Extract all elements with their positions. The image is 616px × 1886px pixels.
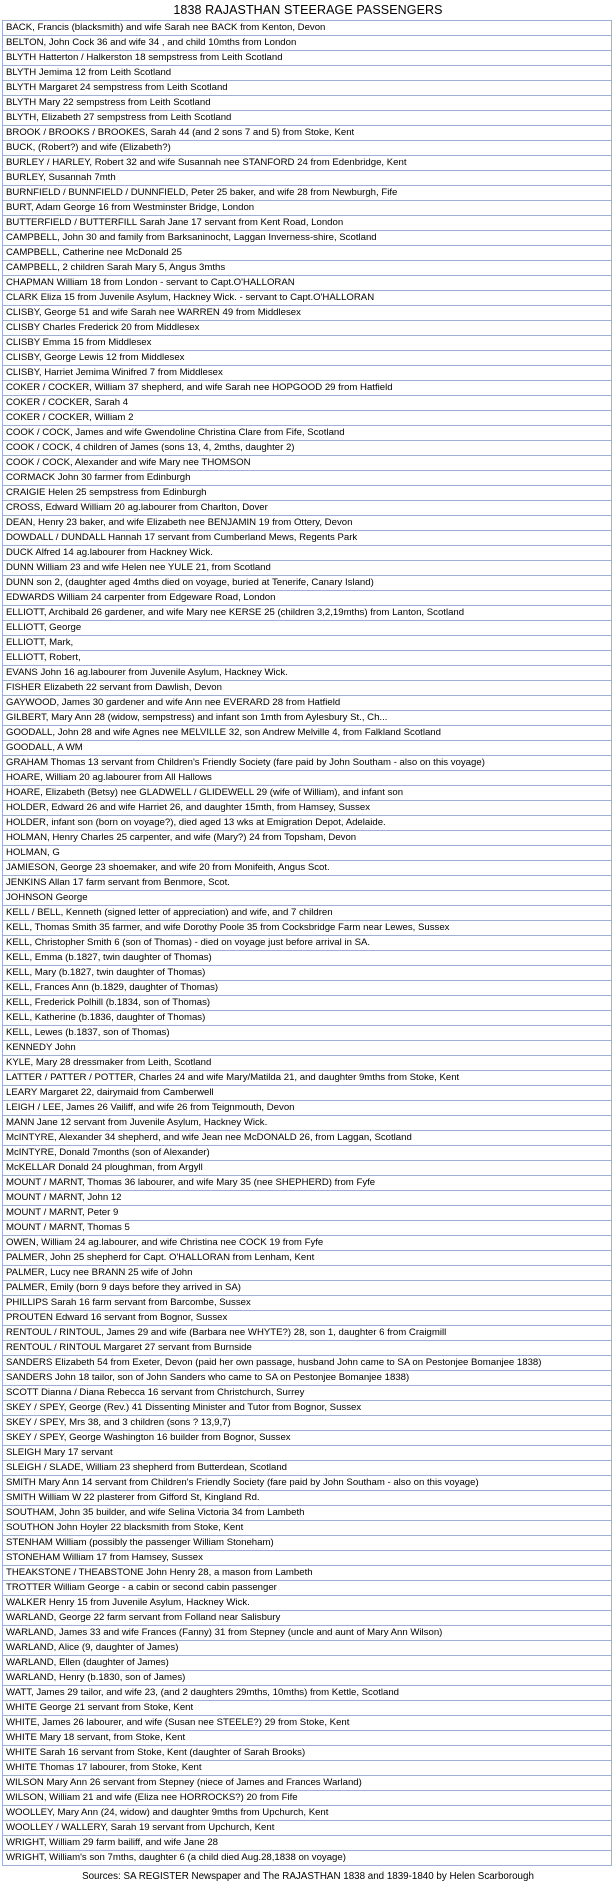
table-row <box>3 441 612 456</box>
passenger-entry: EDWARDS William 24 carpenter from Edgeware Road, London <box>3 591 612 606</box>
table-row <box>3 816 612 831</box>
passenger-entry: GILBERT, Mary Ann 28 (widow, sempstress) and infant son 1mth from Aylesbury St., Ch... <box>3 711 612 726</box>
table-row <box>3 1596 612 1611</box>
passenger-entry: BURT, Adam George 16 from Westminster Bridge, London <box>3 201 612 216</box>
passenger-entry: BLYTH Mary 22 sempstress from Leith Scotland <box>3 96 612 111</box>
table-row <box>3 756 612 771</box>
table-row <box>3 1311 612 1326</box>
passenger-entry: COKER / COCKER, William 37 shepherd, and wife Sarah nee HOPGOOD 29 from Hatfield <box>3 381 612 396</box>
table-row <box>3 1716 612 1731</box>
passenger-entry: MOUNT / MARNT, Thomas 5 <box>3 1221 612 1236</box>
table-row <box>3 1551 612 1566</box>
passenger-entry: MOUNT / MARNT, John 12 <box>3 1191 612 1206</box>
passenger-entry: CLISBY Emma 15 from Middlesex <box>3 336 612 351</box>
passenger-entry: SMITH Mary Ann 14 servant from Children's Friendly Society (fare paid by John Southam - also on this voyage) <box>3 1476 612 1491</box>
passenger-entry: ELLIOTT, Archibald 26 gardener, and wife Mary nee KERSE 25 (children 3,2,19mths) from Lanton, Scotland <box>3 606 612 621</box>
passenger-entry: BUCK, (Robert?) and wife (Elizabeth?) <box>3 141 612 156</box>
passenger-entry: STONEHAM William 17 from Hamsey, Sussex <box>3 1551 612 1566</box>
table-row <box>3 1641 612 1656</box>
table-row <box>3 1581 612 1596</box>
table-row <box>3 1356 612 1371</box>
passenger-entry: KENNEDY John <box>3 1041 612 1056</box>
table-row <box>3 951 612 966</box>
table-row <box>3 411 612 426</box>
passenger-entry: CAMPBELL, John 30 and family from Barksaninocht, Laggan Inverness-shire, Scotland <box>3 231 612 246</box>
passenger-table <box>2 20 612 1866</box>
table-row <box>3 486 612 501</box>
table-row <box>3 501 612 516</box>
passenger-entry: SKEY / SPEY, George (Rev.) 41 Dissenting Minister and Tutor from Bognor, Sussex <box>3 1401 612 1416</box>
table-row <box>3 786 612 801</box>
table-row <box>3 531 612 546</box>
passenger-entry: KELL, Thomas Smith 35 farmer, and wife Dorothy Poole 35 from Cocksbridge Farm near Lewes, Sussex <box>3 921 612 936</box>
passenger-entry: HOARE, Elizabeth (Betsy) nee GLADWELL / GLIDEWELL 29 (wife of William), and infant son <box>3 786 612 801</box>
passenger-entry: WALKER Henry 15 from Juvenile Asylum, Hackney Wick. <box>3 1596 612 1611</box>
table-row <box>3 1266 612 1281</box>
passenger-table-wrapper <box>2 20 612 1866</box>
passenger-entry: ELLIOTT, Robert, <box>3 651 612 666</box>
table-row <box>3 246 612 261</box>
table-row <box>3 1101 612 1116</box>
table-row <box>3 516 612 531</box>
passenger-entry: CORMACK John 30 farmer from Edinburgh <box>3 471 612 486</box>
passenger-entry: DUNN son 2, (daughter aged 4mths died on voyage, buried at Tenerife, Canary Island) <box>3 576 612 591</box>
passenger-entry: COOK / COCK, 4 children of James (sons 13, 4, 2mths, daughter 2) <box>3 441 612 456</box>
passenger-entry: BURLEY / HARLEY, Robert 32 and wife Susannah nee STANFORD 24 from Edenbridge, Kent <box>3 156 612 171</box>
passenger-entry: DUCK Alfred 14 ag.labourer from Hackney Wick. <box>3 546 612 561</box>
passenger-entry: McKELLAR Donald 24 ploughman, from Argyll <box>3 1161 612 1176</box>
passenger-entry: MOUNT / MARNT, Peter 9 <box>3 1206 612 1221</box>
passenger-entry: GOODALL, A WM <box>3 741 612 756</box>
table-row <box>3 1836 612 1851</box>
passenger-entry: WARLAND, Alice (9, daughter of James) <box>3 1641 612 1656</box>
table-row <box>3 21 612 36</box>
passenger-entry: STENHAM William (possibly the passenger William Stoneham) <box>3 1536 612 1551</box>
table-row <box>3 936 612 951</box>
passenger-entry: BACK, Francis (blacksmith) and wife Sarah nee BACK from Kenton, Devon <box>3 21 612 36</box>
table-row <box>3 696 612 711</box>
passenger-table-body <box>3 21 612 1866</box>
table-row <box>3 891 612 906</box>
table-row <box>3 1416 612 1431</box>
table-row <box>3 1251 612 1266</box>
table-row <box>3 801 612 816</box>
table-row <box>3 1026 612 1041</box>
passenger-entry: ELLIOTT, George <box>3 621 612 636</box>
passenger-entry: ELLIOTT, Mark, <box>3 636 612 651</box>
table-row <box>3 1521 612 1536</box>
passenger-entry: RENTOUL / RINTOUL Margaret 27 servant from Burnside <box>3 1341 612 1356</box>
passenger-entry: KELL, Lewes (b.1837, son of Thomas) <box>3 1026 612 1041</box>
passenger-entry: SANDERS John 18 tailor, son of John Sanders who came to SA on Pestonjee Bomanjee 1838) <box>3 1371 612 1386</box>
table-row <box>3 471 612 486</box>
passenger-entry: COOK / COCK, Alexander and wife Mary nee THOMSON <box>3 456 612 471</box>
passenger-entry: BLYTH, Elizabeth 27 sempstress from Leith Scotland <box>3 111 612 126</box>
table-row <box>3 606 612 621</box>
passenger-entry: JENKINS Allan 17 farm servant from Benmore, Scot. <box>3 876 612 891</box>
table-row <box>3 831 612 846</box>
passenger-entry: SOUTHON John Hoyler 22 blacksmith from Stoke, Kent <box>3 1521 612 1536</box>
passenger-entry: GAYWOOD, James 30 gardener and wife Ann nee EVERARD 28 from Hatfield <box>3 696 612 711</box>
table-row <box>3 66 612 81</box>
table-row <box>3 1131 612 1146</box>
table-row <box>3 1671 612 1686</box>
table-row <box>3 321 612 336</box>
table-row <box>3 1371 612 1386</box>
table-row <box>3 906 612 921</box>
passenger-entry: COKER / COCKER, Sarah 4 <box>3 396 612 411</box>
passenger-entry: PHILLIPS Sarah 16 farm servant from Barcombe, Sussex <box>3 1296 612 1311</box>
table-row <box>3 1506 612 1521</box>
passenger-entry: WHITE Mary 18 servant, from Stoke, Kent <box>3 1731 612 1746</box>
passenger-entry: BLYTH Hatterton / Halkerston 18 sempstress from Leith Scotland <box>3 51 612 66</box>
table-row <box>3 456 612 471</box>
table-row <box>3 1086 612 1101</box>
table-row <box>3 1431 612 1446</box>
passenger-entry: CLARK Eliza 15 from Juvenile Asylum, Hackney Wick. - servant to Capt.O'HALLORAN <box>3 291 612 306</box>
table-row <box>3 1851 612 1866</box>
table-row <box>3 621 612 636</box>
table-row <box>3 681 612 696</box>
passenger-entry: CLISBY, George Lewis 12 from Middlesex <box>3 351 612 366</box>
table-row <box>3 1116 612 1131</box>
table-row <box>3 726 612 741</box>
table-row <box>3 1401 612 1416</box>
passenger-entry: CHAPMAN William 18 from London - servant to Capt.O'HALLORAN <box>3 276 612 291</box>
table-row <box>3 1041 612 1056</box>
passenger-entry: DOWDALL / DUNDALL Hannah 17 servant from Cumberland Mews, Regents Park <box>3 531 612 546</box>
table-row <box>3 666 612 681</box>
table-row <box>3 291 612 306</box>
passenger-entry: LATTER / PATTER / POTTER, Charles 24 and wife Mary/Matilda 21, and daughter 9mths from Stoke, Kent <box>3 1071 612 1086</box>
table-row <box>3 1281 612 1296</box>
passenger-entry: DEAN, Henry 23 baker, and wife Elizabeth nee BENJAMIN 19 from Ottery, Devon <box>3 516 612 531</box>
passenger-entry: KELL, Frederick Polhill (b.1834, son of Thomas) <box>3 996 612 1011</box>
passenger-entry: DUNN William 23 and wife Helen nee YULE 21, from Scotland <box>3 561 612 576</box>
passenger-entry: SCOTT Dianna / Diana Rebecca 16 servant from Christchurch, Surrey <box>3 1386 612 1401</box>
passenger-entry: TROTTER William George - a cabin or second cabin passenger <box>3 1581 612 1596</box>
table-row <box>3 1566 612 1581</box>
table-row <box>3 1461 612 1476</box>
table-row <box>3 1221 612 1236</box>
table-row <box>3 1821 612 1836</box>
table-row <box>3 1806 612 1821</box>
table-row <box>3 1206 612 1221</box>
page-title: 1838 RAJASTHAN STEERAGE PASSENGERS <box>173 3 443 17</box>
passenger-entry: WARLAND, George 22 farm servant from Folland near Salisbury <box>3 1611 612 1626</box>
table-row <box>3 771 612 786</box>
table-row <box>3 36 612 51</box>
table-row <box>3 1446 612 1461</box>
passenger-entry: BLYTH Jemima 12 from Leith Scotland <box>3 66 612 81</box>
table-row <box>3 576 612 591</box>
passenger-entry: PALMER, Emily (born 9 days before they arrived in SA) <box>3 1281 612 1296</box>
table-row <box>3 1491 612 1506</box>
table-row <box>3 1776 612 1791</box>
table-row <box>3 861 612 876</box>
table-row <box>3 741 612 756</box>
table-row <box>3 351 612 366</box>
table-row <box>3 1176 612 1191</box>
table-row <box>3 51 612 66</box>
table-row <box>3 156 612 171</box>
table-row <box>3 96 612 111</box>
sources-footer: Sources: SA REGISTER Newspaper and The RAJASTHAN 1838 and 1839-1840 by Helen Scarborough <box>82 1871 534 1882</box>
passenger-entry: SLEIGH / SLADE, William 23 shepherd from Butterdean, Scotland <box>3 1461 612 1476</box>
passenger-entry: HOLDER, Edward 26 and wife Harriet 26, and daughter 15mth, from Hamsey, Sussex <box>3 801 612 816</box>
passenger-entry: SKEY / SPEY, Mrs 38, and 3 children (sons ? 13,9,7) <box>3 1416 612 1431</box>
passenger-entry: PALMER, John 25 shepherd for Capt. O'HALLORAN from Lenham, Kent <box>3 1251 612 1266</box>
passenger-entry: KELL, Emma (b.1827, twin daughter of Thomas) <box>3 951 612 966</box>
passenger-entry: McINTYRE, Alexander 34 shepherd, and wife Jean nee McDONALD 26, from Laggan, Scotland <box>3 1131 612 1146</box>
passenger-entry: SANDERS Elizabeth 54 from Exeter, Devon (paid her own passage, husband John came to SA on Pestonjee Bomanjee 1838) <box>3 1356 612 1371</box>
passenger-entry: GRAHAM Thomas 13 servant from Children's Friendly Society (fare paid by John Southam - also on this voyage) <box>3 756 612 771</box>
passenger-entry: KYLE, Mary 28 dressmaker from Leith, Scotland <box>3 1056 612 1071</box>
passenger-entry: PALMER, Lucy nee BRANN 25 wife of John <box>3 1266 612 1281</box>
table-row <box>3 1626 612 1641</box>
passenger-entry: THEAKSTONE / THEABSTONE John Henry 28, a mason from Lambeth <box>3 1566 612 1581</box>
table-row <box>3 381 612 396</box>
passenger-entry: WILSON, William 21 and wife (Eliza nee HORROCKS?) 20 from Fife <box>3 1791 612 1806</box>
passenger-entry: CLISBY, George 51 and wife Sarah nee WARREN 49 from Middlesex <box>3 306 612 321</box>
table-row <box>3 1536 612 1551</box>
table-row <box>3 396 612 411</box>
table-row <box>3 261 612 276</box>
passenger-entry: WRIGHT, William 29 farm bailiff, and wife Jane 28 <box>3 1836 612 1851</box>
table-row <box>3 1161 612 1176</box>
table-row <box>3 1746 612 1761</box>
passenger-entry: HOARE, William 20 ag.labourer from All Hallows <box>3 771 612 786</box>
passenger-entry: COKER / COCKER, William 2 <box>3 411 612 426</box>
table-row <box>3 1761 612 1776</box>
passenger-entry: SOUTHAM, John 35 builder, and wife Selina Victoria 34 from Lambeth <box>3 1506 612 1521</box>
passenger-entry: McINTYRE, Donald 7months (son of Alexander) <box>3 1146 612 1161</box>
passenger-entry: WHITE Thomas 17 labourer, from Stoke, Kent <box>3 1761 612 1776</box>
passenger-entry: CLISBY, Harriet Jemima Winifred 7 from Middlesex <box>3 366 612 381</box>
table-row <box>3 996 612 1011</box>
passenger-entry: MOUNT / MARNT, Thomas 36 labourer, and wife Mary 35 (nee SHEPHERD) from Fyfe <box>3 1176 612 1191</box>
passenger-entry: GOODALL, John 28 and wife Agnes nee MELVILLE 32, son Andrew Melville 4, from Falkland Scotland <box>3 726 612 741</box>
table-row <box>3 711 612 726</box>
table-row <box>3 1191 612 1206</box>
table-row <box>3 1236 612 1251</box>
passenger-entry: RENTOUL / RINTOUL, James 29 and wife (Barbara nee WHYTE?) 28, son 1, daughter 6 from Craigmill <box>3 1326 612 1341</box>
table-row <box>3 426 612 441</box>
passenger-entry: KELL, Christopher Smith 6 (son of Thomas) - died on voyage just before arrival in SA. <box>3 936 612 951</box>
table-row <box>3 1341 612 1356</box>
passenger-entry: WARLAND, James 33 and wife Frances (Fanny) 31 from Stepney (uncle and aunt of Mary Ann Wilson) <box>3 1626 612 1641</box>
table-row <box>3 1686 612 1701</box>
passenger-entry: KELL / BELL, Kenneth (signed letter of appreciation) and wife, and 7 children <box>3 906 612 921</box>
passenger-entry: COOK / COCK, James and wife Gwendoline Christina Clare from Fife, Scotland <box>3 426 612 441</box>
passenger-entry: KELL, Katherine (b.1836, daughter of Thomas) <box>3 1011 612 1026</box>
passenger-entry: OWEN, William 24 ag.labourer, and wife Christina nee COCK 19 from Fyfe <box>3 1236 612 1251</box>
passenger-entry: EVANS John 16 ag.labourer from Juvenile Asylum, Hackney Wick. <box>3 666 612 681</box>
passenger-entry: WATT, James 29 tailor, and wife 23, (and 2 daughters 29mths, 10mths) from Kettle, Scotland <box>3 1686 612 1701</box>
table-row <box>3 1791 612 1806</box>
table-row <box>3 1386 612 1401</box>
table-row <box>3 561 612 576</box>
passenger-entry: SKEY / SPEY, George Washington 16 builder from Bognor, Sussex <box>3 1431 612 1446</box>
passenger-entry: WARLAND, Ellen (daughter of James) <box>3 1656 612 1671</box>
passenger-entry: LEIGH / LEE, James 26 Vailiff, and wife 26 from Teignmouth, Devon <box>3 1101 612 1116</box>
table-row <box>3 276 612 291</box>
passenger-entry: FISHER Elizabeth 22 servant from Dawlish, Devon <box>3 681 612 696</box>
table-row <box>3 1296 612 1311</box>
passenger-entry: HOLMAN, Henry Charles 25 carpenter, and wife (Mary?) 24 from Topsham, Devon <box>3 831 612 846</box>
passenger-entry: BLYTH Margaret 24 sempstress from Leith Scotland <box>3 81 612 96</box>
passenger-entry: BUTTERFIELD / BUTTERFILL Sarah Jane 17 servant from Kent Road, London <box>3 216 612 231</box>
passenger-entry: SLEIGH Mary 17 servant <box>3 1446 612 1461</box>
table-row <box>3 186 612 201</box>
table-row <box>3 921 612 936</box>
passenger-entry: CAMPBELL, Catherine nee McDonald 25 <box>3 246 612 261</box>
table-row <box>3 1611 612 1626</box>
table-row <box>3 846 612 861</box>
passenger-entry: WHITE Sarah 16 servant from Stoke, Kent (daughter of Sarah Brooks) <box>3 1746 612 1761</box>
passenger-entry: CROSS, Edward William 20 ag.labourer from Charlton, Dover <box>3 501 612 516</box>
table-row <box>3 966 612 981</box>
table-row <box>3 1731 612 1746</box>
table-row <box>3 126 612 141</box>
table-row <box>3 636 612 651</box>
table-row <box>3 1146 612 1161</box>
passenger-entry: CRAIGIE Helen 25 sempstress from Edinburgh <box>3 486 612 501</box>
passenger-entry: CAMPBELL, 2 children Sarah Mary 5, Angus 3mths <box>3 261 612 276</box>
table-row <box>3 336 612 351</box>
table-row <box>3 1056 612 1071</box>
table-row <box>3 306 612 321</box>
table-row <box>3 216 612 231</box>
passenger-entry: CLISBY Charles Frederick 20 from Middlesex <box>3 321 612 336</box>
passenger-entry: BELTON, John Cock 36 and wife 34 , and child 10mths from London <box>3 36 612 51</box>
table-row <box>3 171 612 186</box>
passenger-entry: LEARY Margaret 22, dairymaid from Camberwell <box>3 1086 612 1101</box>
table-row <box>3 231 612 246</box>
passenger-entry: MANN Jane 12 servant from Juvenile Asylum, Hackney Wick. <box>3 1116 612 1131</box>
table-row <box>3 1701 612 1716</box>
passenger-entry: WOOLLEY / WALLERY, Sarah 19 servant from Upchurch, Kent <box>3 1821 612 1836</box>
table-row <box>3 546 612 561</box>
passenger-entry: KELL, Mary (b.1827, twin daughter of Thomas) <box>3 966 612 981</box>
passenger-entry: HOLMAN, G <box>3 846 612 861</box>
table-row <box>3 1656 612 1671</box>
table-row <box>3 981 612 996</box>
passenger-entry: PROUTEN Edward 16 servant from Bognor, Sussex <box>3 1311 612 1326</box>
table-row <box>3 111 612 126</box>
passenger-entry: SMITH William W 22 plasterer from Gifford St, Kingland Rd. <box>3 1491 612 1506</box>
table-row <box>3 591 612 606</box>
table-row <box>3 1071 612 1086</box>
table-row <box>3 651 612 666</box>
table-row <box>3 81 612 96</box>
table-row <box>3 1476 612 1491</box>
passenger-entry: KELL, Frances Ann (b.1829, daughter of Thomas) <box>3 981 612 996</box>
passenger-entry: WHITE George 21 servant from Stoke, Kent <box>3 1701 612 1716</box>
passenger-entry: BROOK / BROOKS / BROOKES, Sarah 44 (and 2 sons 7 and 5) from Stoke, Kent <box>3 126 612 141</box>
passenger-entry: BURLEY, Susannah 7mth <box>3 171 612 186</box>
passenger-entry: BURNFIELD / BUNNFIELD / DUNNFIELD, Peter 25 baker, and wife 28 from Newburgh, Fife <box>3 186 612 201</box>
passenger-entry: JOHNSON George <box>3 891 612 906</box>
passenger-entry: WILSON Mary Ann 26 servant from Stepney (niece of James and Frances Warland) <box>3 1776 612 1791</box>
passenger-entry: WOOLLEY, Mary Ann (24, widow) and daughter 9mths from Upchurch, Kent <box>3 1806 612 1821</box>
passenger-entry: JAMIESON, George 23 shoemaker, and wife 20 from Monifeith, Angus Scot. <box>3 861 612 876</box>
table-row <box>3 201 612 216</box>
passenger-entry: WHITE, James 26 labourer, and wife (Susan nee STEELE?) 29 from Stoke, Kent <box>3 1716 612 1731</box>
table-row <box>3 876 612 891</box>
table-row <box>3 366 612 381</box>
passenger-entry: WRIGHT, William's son 7mths, daughter 6 (a child died Aug.28,1838 on voyage) <box>3 1851 612 1866</box>
table-row <box>3 1326 612 1341</box>
table-row <box>3 1011 612 1026</box>
passenger-entry: WARLAND, Henry (b.1830, son of James) <box>3 1671 612 1686</box>
passenger-entry: HOLDER, infant son (born on voyage?), died aged 13 wks at Emigration Depot, Adelaide. <box>3 816 612 831</box>
table-row <box>3 141 612 156</box>
